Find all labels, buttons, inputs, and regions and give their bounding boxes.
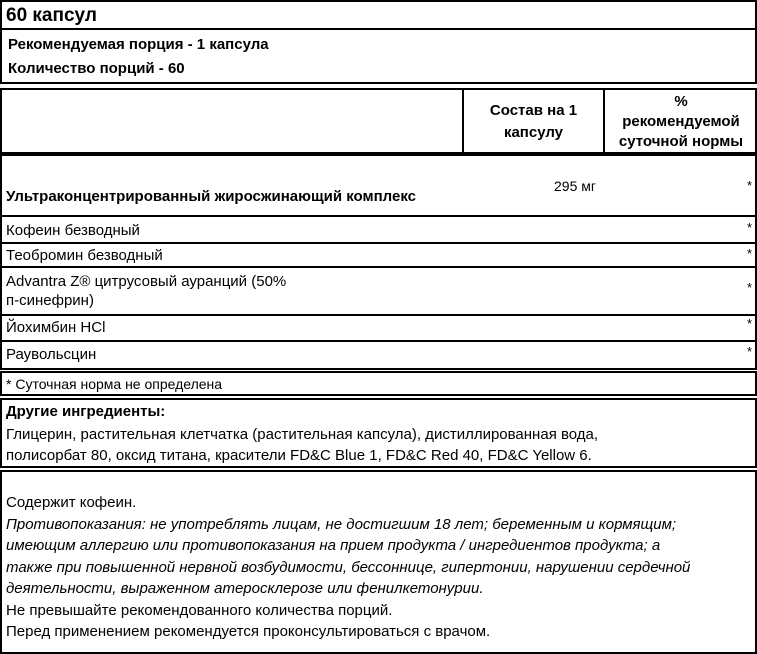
servings-count: Количество порций - 60	[8, 60, 185, 77]
footnote: * Суточная норма не определена	[6, 376, 223, 392]
serving-info-box	[0, 28, 757, 84]
amount-per-capsule-header: Состав на 1 капсулу	[489, 102, 578, 141]
warnings-box	[0, 470, 757, 654]
do-not-exceed: Не превышайте рекомендованного количества порций.	[6, 601, 393, 619]
footnote-box	[0, 371, 757, 396]
contains-caffeine: Содержит кофеин.	[6, 494, 137, 511]
ingredient-dv: *	[747, 344, 753, 359]
ingredient-dv: *	[747, 220, 753, 235]
ingredient-name: Раувольсцин	[6, 346, 97, 363]
ingredient-dv: *	[747, 178, 753, 193]
serving-size: Рекомендуемая порция - 1 капсула	[8, 36, 269, 53]
ingredient-name: Йохимбин HCl	[6, 319, 106, 336]
ingredient-dv: *	[747, 280, 753, 295]
table-header	[0, 88, 757, 154]
ingredient-dv: *	[747, 246, 753, 261]
ingredient-dv: *	[747, 316, 753, 331]
other-ingredients-text: Глицерин, растительная клетчатка (растительная капсула), дистиллированная вода, полисорбат 80, оксид титана, красители FD&C Blue 1, FD&C Red 40, FD&C Yellow 6.	[6, 426, 599, 464]
title: 60 капсул	[6, 5, 97, 26]
title-box	[0, 0, 757, 30]
ingredient-name: Кофеин безводный	[6, 222, 140, 239]
ingredients-table	[0, 154, 757, 370]
other-ingredients-heading: Другие ингредиенты:	[6, 403, 166, 420]
daily-value-header: % рекомендуемой суточной нормы	[618, 93, 744, 150]
warnings-text: Содержит кофеин. Противопоказания: не употреблять лицам, не достигшим 18 лет; беременным и кормящим; имеющим аллергию или противопоказания на прием продукта / ингредиентов продукта; а также при повышенной нервной возбудимости, бессоннице, гипертонии, нарушении сердечной деятельности, выраженном атеросклерозе или фенилкетонурии. Не превышайте рекомендованного количества порций. Перед применением рекомендуется проконсультироваться с врачом.	[6, 492, 690, 643]
ingredient-name: Advantra Z® цитрусовый ауранций (50% п-синефрин)	[6, 273, 287, 309]
ingredient-amount: 295 мг	[554, 178, 596, 194]
ingredient-name: Теобромин безводный	[6, 247, 163, 264]
other-ingredients-box	[0, 398, 757, 468]
consult-doctor: Перед применением рекомендуется проконсультироваться с врачом.	[6, 623, 491, 640]
ingredient-name: Ультраконцентрированный жиросжинающий комплекс	[6, 188, 416, 205]
